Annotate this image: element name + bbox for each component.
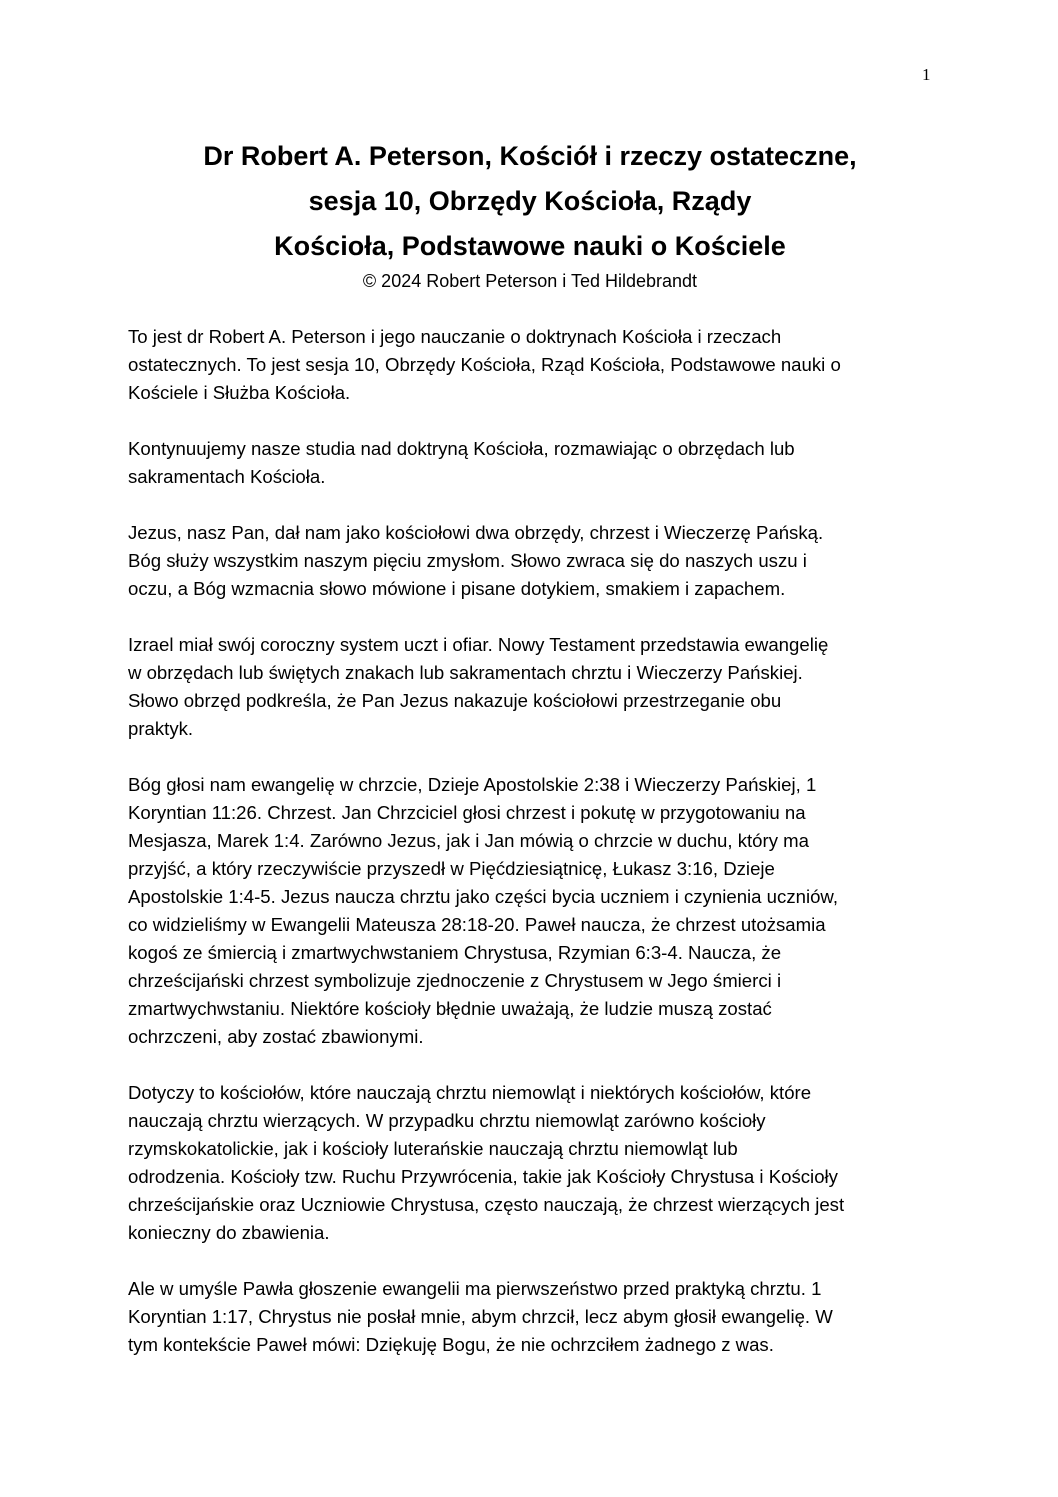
text-line: Dotyczy to kościołów, które nauczają chrztu niemowląt i niektórych kościołów, które (128, 1082, 812, 1103)
title-line: Dr Robert A. Peterson, Kościół i rzeczy ostateczne, (203, 141, 857, 171)
text-line: Jezus, nasz Pan, dał nam jako kościołowi dwa obrzędy, chrzest i Wieczerzę Pańską. (128, 522, 824, 543)
text-line: Kościele i Służba Kościoła. (128, 382, 351, 403)
paragraph-paul (128, 1275, 958, 1359)
text-line: Mesjasza, Marek 1:4. Zarówno Jezus, jak i Jan mówią o chrzcie w duchu, który ma (128, 830, 809, 851)
text-line: rzymskokatolickie, jak i kościoły luterańskie nauczają chrztu niemowląt lub (128, 1138, 738, 1159)
text-line: Koryntian 1:17, Chrystus nie posłał mnie, abym chrzcił, lecz abym głosił ewangelię. W (128, 1306, 833, 1327)
text-line: chrześcijańskie oraz Uczniowie Chrystusa, często nauczają, że chrzest wierzących jest (128, 1194, 845, 1215)
text-line: co widzieliśmy w Ewangelii Mateusza 28:18-20. Paweł naucza, że chrzest utożsamia (128, 914, 826, 935)
text-line: odrodzenia. Kościoły tzw. Ruchu Przywrócenia, takie jak Kościoły Chrystusa i Kościoły (128, 1166, 838, 1187)
text-line: Apostolskie 1:4-5. Jezus naucza chrztu jako części bycia uczniem i czynienia uczniów, (128, 886, 838, 907)
text-line: Kontynuujemy nasze studia nad doktryną Kościoła, rozmawiając o obrzędach lub (128, 438, 795, 459)
text-line: Słowo obrzęd podkreśla, że Pan Jezus nakazuje kościołowi przestrzeganie obu (128, 690, 782, 711)
text-line: konieczny do zbawienia. (128, 1222, 330, 1243)
text-line: ostatecznych. To jest sesja 10, Obrzędy Kościoła, Rząd Kościoła, Podstawowe nauki o (128, 354, 841, 375)
text-line: Izrael miał swój coroczny system uczt i ofiar. Nowy Testament przedstawia ewangelię (128, 634, 829, 655)
text-line: Bóg głosi nam ewangelię w chrzcie, Dzieje Apostolskie 2:38 i Wieczerzy Pańskiej, 1 (128, 774, 817, 795)
copyright-line: © 2024 Robert Peterson i Ted Hildebrandt (362, 271, 698, 291)
text-line: Ale w umyśle Pawła głoszenie ewangelii ma pierwszeństwo przed praktyką chrztu. 1 (128, 1278, 822, 1299)
paragraph-baptism (128, 771, 958, 1051)
page-number: 1 (922, 65, 931, 84)
text-line: ochrzczeni, aby zostać zbawionymi. (128, 1026, 424, 1047)
text-line: praktyk. (128, 718, 194, 739)
text-line: oczu, a Bóg wzmacnia słowo mówione i pisane dotykiem, smakiem i zapachem. (128, 578, 786, 599)
text-line: sakramentach Kościoła. (128, 466, 326, 487)
paragraph-israel (128, 631, 958, 743)
paragraph-continuation (128, 435, 958, 491)
text-line: To jest dr Robert A. Peterson i jego nauczanie o doktrynach Kościoła i rzeczach (128, 326, 782, 347)
text-line: tym kontekście Paweł mówi: Dziękuję Bogu, że nie ochrzciłem żadnego z was. (128, 1334, 774, 1355)
text-line: Koryntian 11:26. Chrzest. Jan Chrzciciel głosi chrzest i pokutę w przygotowaniu na (128, 802, 806, 823)
text-line: chrześcijański chrzest symbolizuje zjednoczenie z Chrystusem w Jego śmierci i (128, 970, 782, 991)
text-line: kogoś ze śmiercią i zmartwychwstaniem Chrystusa, Rzymian 6:3-4. Naucza, że (128, 942, 782, 963)
paragraph-intro (128, 323, 958, 407)
text-line: nauczają chrztu wierzących. W przypadku chrztu niemowląt zarówno kościoły (128, 1110, 766, 1131)
document-body (128, 323, 958, 1387)
text-line: przyjść, a który rzeczywiście przyszedł w Pięćdziesiątnicę, Łukasz 3:16, Dzieje (128, 858, 775, 879)
title-line: sesja 10, Obrzędy Kościoła, Rządy (308, 186, 752, 216)
paragraph-two-ordinances (128, 519, 958, 603)
document-title (90, 134, 970, 293)
title-line: Kościoła, Podstawowe nauki o Kościele (274, 231, 786, 261)
text-line: w obrzędach lub świętych znakach lub sakramentach chrztu i Wieczerzy Pańskiej. (128, 662, 803, 683)
text-line: Bóg służy wszystkim naszym pięciu zmysłom. Słowo zwraca się do naszych uszu i (128, 550, 807, 571)
text-line: zmartwychwstaniu. Niektóre kościoły błędnie uważają, że ludzie muszą zostać (128, 998, 772, 1019)
paragraph-infant-baptism (128, 1079, 958, 1247)
